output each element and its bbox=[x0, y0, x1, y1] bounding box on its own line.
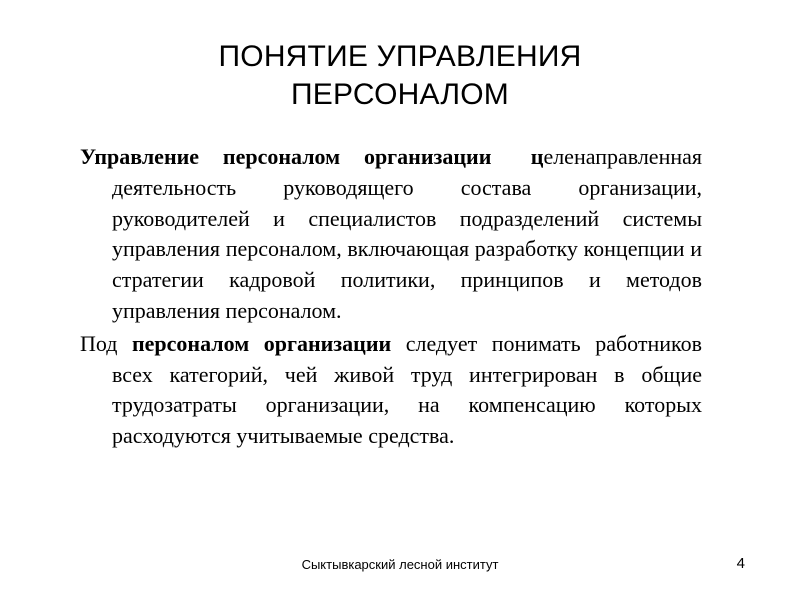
personnel-paragraph bbox=[80, 329, 702, 452]
definition-term: Управление персоналом организации bbox=[80, 144, 492, 169]
footer-institution: Сыктывкарский лесной институт bbox=[301, 557, 499, 572]
slide-title-line-2: ПЕРСОНАЛОМ bbox=[291, 78, 509, 111]
page-number: 4 bbox=[736, 555, 745, 572]
slide-title bbox=[0, 38, 800, 114]
definition-text: еленаправленная деятельность руководящего состава организации, руководителей и специалистов подразделений системы управления персоналом, включающая разработку концепции и стратегии кадровой политики, принципов и методов управления персоналом. bbox=[112, 144, 703, 323]
slide-title-line-1: ПОНЯТИЕ УПРАВЛЕНИЯ bbox=[218, 40, 582, 73]
personnel-term: персоналом организации bbox=[131, 330, 392, 356]
slide-body bbox=[80, 142, 702, 452]
definition-first-letter: ц bbox=[530, 144, 544, 169]
personnel-text: следует понимать работников всех категорий, чей живой труд интегрирован в общие трудозатраты организации, на компенсацию которых расходуются учитываемые средства. bbox=[112, 330, 702, 449]
definition-paragraph bbox=[80, 142, 702, 327]
personnel-prefix: Под bbox=[80, 330, 132, 356]
